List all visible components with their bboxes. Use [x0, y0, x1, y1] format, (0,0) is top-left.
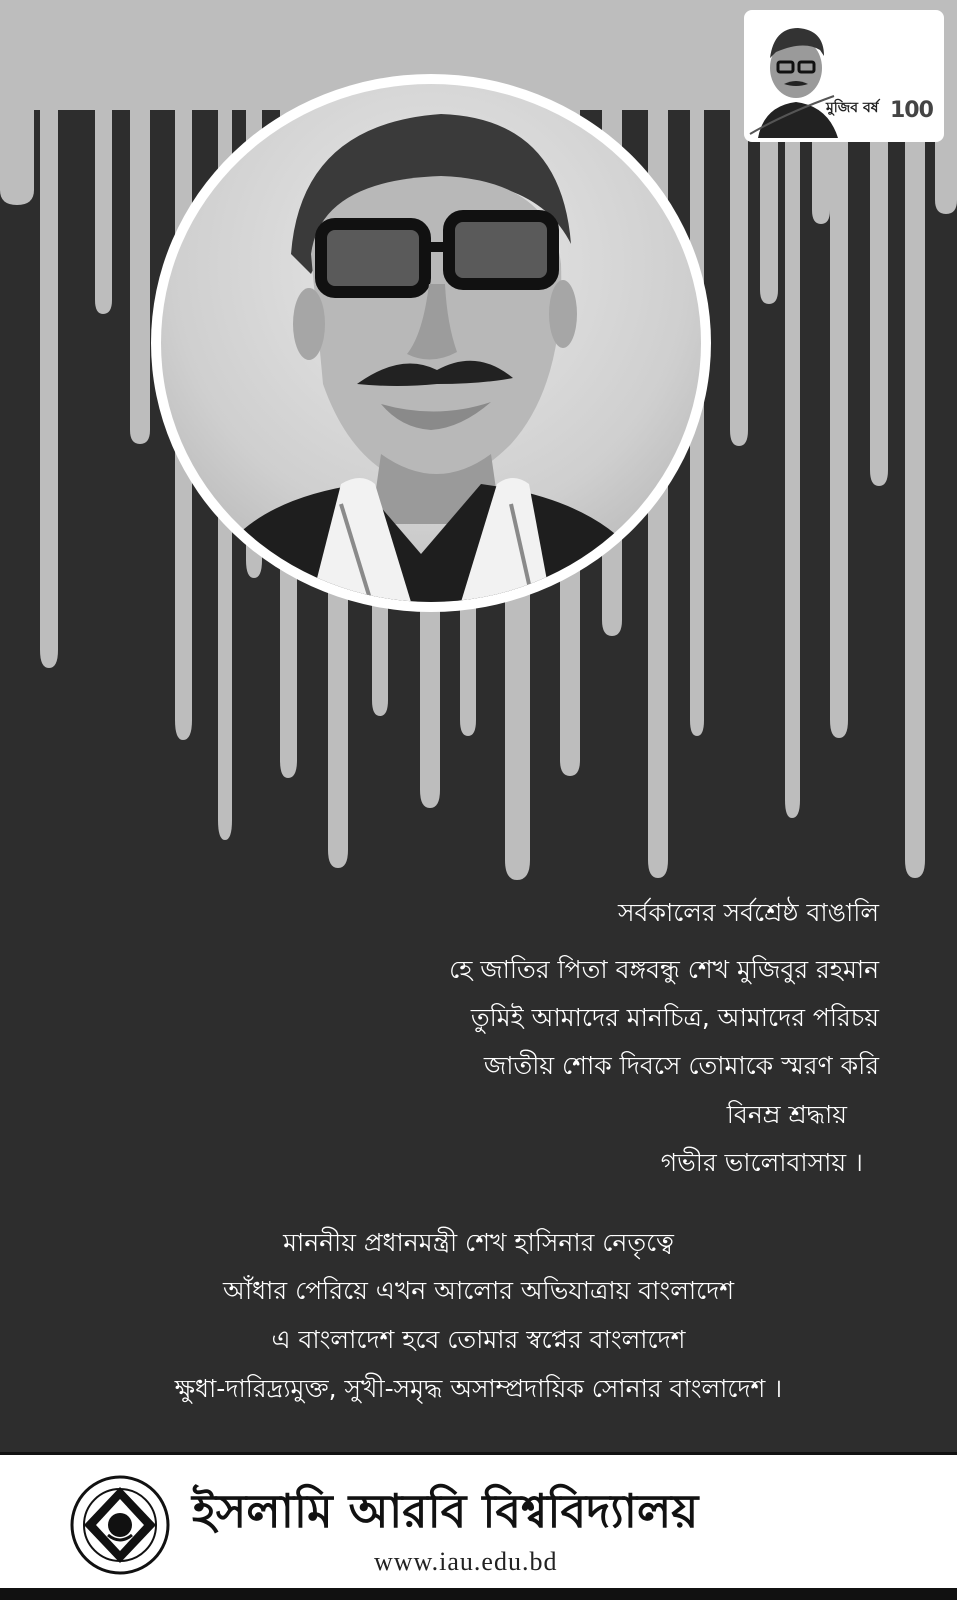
vision-line: এ বাংলাদেশ হবে তোমার স্বপ্নের বাংলাদেশ — [271, 1325, 686, 1354]
portrait-photo — [161, 84, 701, 602]
logo-script-text: মুজিব বর্ষ — [826, 100, 879, 116]
vision-line: আঁধার পেরিয়ে এখন আলোর অভিযাত্রায় বাংলাদেশ — [222, 1276, 735, 1305]
tribute-line: হে জাতির পিতা বঙ্গবন্ধু শেখ মুজিবুর রহমান — [449, 955, 879, 984]
vision-line: মাননীয় প্রধানমন্ত্রী শেখ হাসিনার নেতৃত্বে — [283, 1228, 674, 1257]
tribute-line: সর্বকালের সর্বশ্রেষ্ঠ বাঙালি — [618, 898, 879, 927]
university-website-link[interactable]: www.iau.edu.bd — [374, 1547, 558, 1576]
portrait-icon — [161, 84, 701, 602]
tribute-line: গভীর ভালোবাসায় । — [660, 1148, 863, 1177]
tribute-line: বিনম্র শ্রদ্ধায় — [726, 1100, 847, 1129]
footer — [0, 1452, 957, 1603]
university-seal-icon — [68, 1473, 172, 1577]
tribute-line: জাতীয় শোক দিবসে তোমাকে স্মরণ করি — [483, 1051, 879, 1080]
footer-bottom-rule — [0, 1588, 957, 1600]
logo-number: 100 — [890, 98, 933, 123]
tribute-line: তুমিই আমাদের মানচিত্র, আমাদের পরিচয় — [470, 1003, 879, 1032]
university-name: ইসলামি আরবি বিশ্ববিদ্যালয় — [192, 1484, 699, 1538]
mujib-borsho-logo — [744, 10, 944, 142]
vision-line: ক্ষুধা-দারিদ্র্যমুক্ত, সুখী-সমৃদ্ধ অসাম্প্রদায়িক সোনার বাংলাদেশ । — [174, 1374, 783, 1403]
